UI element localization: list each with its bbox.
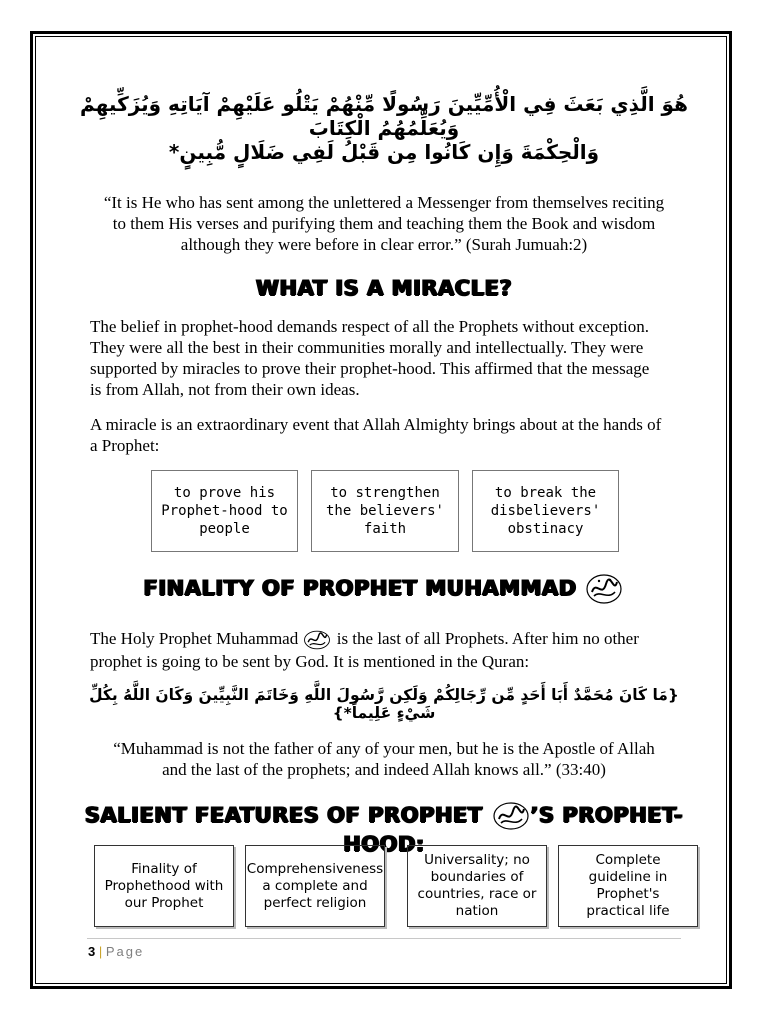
- box-line: countries, race or: [417, 886, 537, 902]
- arabic-verse-line-2: وَالْحِكْمَةَ وَإِن كَانُوا مِن قَبْلُ لَفِي ضَلَالٍ مُّبِينٍ*: [168, 140, 600, 164]
- box-line: Finality of: [131, 860, 197, 877]
- translation-line: to them His verses and purifying them and teaching them the Book and wisdom: [112, 214, 656, 233]
- feature-box: [245, 845, 385, 927]
- page-number: 3: [88, 944, 96, 959]
- feature-box: [558, 845, 698, 927]
- miracle-purpose-box: [311, 470, 459, 552]
- box-line: Universality; no: [424, 852, 530, 868]
- paragraph-line: The belief in prophet-hood demands respect of all the Prophets without exception.: [90, 317, 649, 336]
- miracle-purpose-box: [472, 470, 619, 552]
- paragraph-line: a Prophet:: [90, 436, 160, 455]
- heading-text: FINALITY OF PROPHET MUHAMMAD: [143, 576, 577, 600]
- box-line: practical life: [586, 903, 670, 919]
- paragraph-prophethood: [90, 316, 690, 400]
- paragraph-line: supported by miracles to prove their prophet-hood. This affirmed that the message: [90, 359, 650, 378]
- paragraph-text: The Holy Prophet Muhammad: [90, 629, 299, 648]
- translation-line: although they were before in clear error.” (Surah Jumuah:2): [180, 235, 588, 254]
- box-line: to strengthen: [330, 485, 440, 501]
- verse-translation-33-40: [70, 738, 698, 780]
- arabic-verse-line-1: هُوَ الَّذِي بَعَثَ فِي الْأُمِّيِّينَ رَسُولًا مِّنْهُمْ يَتْلُو عَلَيْهِمْ آيَاتِهِ وَيُزَكِّيهِمْ وَيُعَلِّمُهُمُ الْكِتَابَ: [80, 92, 688, 140]
- box-line: Complete: [595, 852, 661, 868]
- paragraph-miracle-definition: [90, 414, 690, 456]
- box-line: boundaries of: [430, 869, 524, 885]
- box-line: Prophet's: [596, 886, 660, 902]
- miracle-purpose-box: [151, 470, 298, 552]
- box-line: to break the: [494, 485, 597, 501]
- heading-text: ’S PROPHET-HOOD:: [343, 803, 684, 856]
- box-line: faith: [363, 521, 407, 537]
- heading-finality-of-prophet: [80, 572, 688, 606]
- paragraph-text: is the last of all Prophets. After him no other: [336, 629, 639, 648]
- box-line: the believers': [325, 503, 444, 519]
- pbuh-calligraphy-seal-icon: [584, 572, 624, 606]
- translation-line: “It is He who has sent among the unlettered a Messenger from themselves reciting: [103, 193, 665, 212]
- pbuh-calligraphy-seal-icon: [491, 800, 531, 832]
- pbuh-calligraphy-seal-icon: [302, 629, 332, 651]
- arabic-verse-33-40: {مَا كَانَ مُحَمَّدٌ أَبَا أَحَدٍ مِّن رِّجَالِكُمْ وَلَكِن رَّسُولَ اللَّهِ وَخَاتَمَ النَّبِيِّينَ وَكَانَ اللَّهُ بِكُلِّ شَيْءٍ عَلِيماً*}: [89, 686, 679, 722]
- box-line: obstinacy: [507, 521, 584, 537]
- translation-line: “Muhammad is not the father of any of your men, but he is the Apostle of Allah: [113, 739, 655, 758]
- page-footer: [88, 944, 144, 959]
- box-line: guideline in: [588, 869, 668, 885]
- feature-box: [94, 845, 234, 927]
- box-line: disbelievers': [490, 503, 601, 519]
- box-line: Comprehensiveness: [246, 860, 384, 877]
- heading-what-is-a-miracle: WHAT IS A MIRACLE?: [255, 276, 513, 300]
- paragraph-line: A miracle is an extraordinary event that Allah Almighty brings about at the hands of: [90, 415, 662, 434]
- box-line: nation: [455, 903, 499, 919]
- box-line: Prophet-hood to: [161, 503, 288, 519]
- paragraph-line: is from Allah, not from their own ideas.: [90, 380, 360, 399]
- box-line: to prove his: [173, 485, 276, 501]
- paragraph-finality: [90, 628, 690, 672]
- footer-divider: [87, 938, 681, 939]
- footer-separator: |: [98, 944, 103, 959]
- box-line: Prophethood with: [104, 877, 224, 894]
- translation-line: and the last of the prophets; and indeed Allah knows all.” (33:40): [162, 760, 606, 779]
- heading-text: SALIENT FEATURES OF PROPHET: [84, 803, 483, 827]
- verse-translation: [70, 192, 698, 255]
- box-line: people: [199, 521, 250, 537]
- box-line: a complete and: [262, 877, 368, 894]
- paragraph-line: They were all the best in their communities morally and intellectually. They were: [90, 338, 644, 357]
- feature-box: [407, 845, 547, 927]
- paragraph-line: prophet is going to be sent by God. It is mentioned in the Quran:: [90, 652, 530, 672]
- box-line: our Prophet: [124, 894, 204, 911]
- paragraph-line: [90, 628, 690, 651]
- page-label: Page: [105, 944, 145, 959]
- box-line: perfect religion: [263, 894, 367, 911]
